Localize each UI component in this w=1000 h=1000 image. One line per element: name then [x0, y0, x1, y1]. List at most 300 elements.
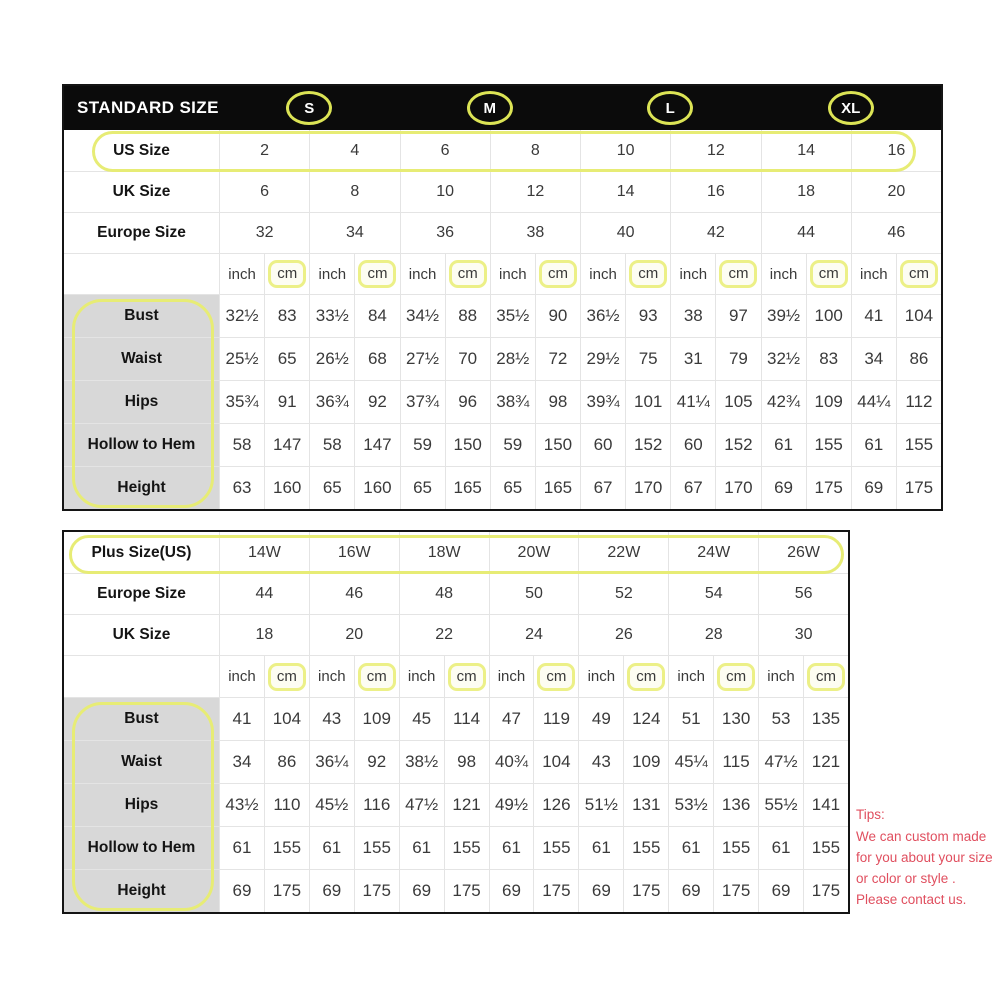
measure-value-cell: 109: [806, 381, 851, 423]
size-group: [400, 86, 581, 130]
measure-value-cell: 147: [354, 424, 399, 466]
tips-line: or color or style .: [856, 871, 956, 886]
measure-value-cell: 32½: [219, 295, 264, 337]
size-row-label: Europe Size: [97, 585, 186, 602]
unit-cell: [533, 656, 578, 697]
size-value-cell: 2: [219, 130, 309, 171]
cm-unit-highlight: cm: [629, 260, 667, 288]
size-value-cell: 10: [400, 172, 490, 212]
size-bubble-l: L: [647, 91, 693, 125]
unit-cell: [578, 656, 623, 697]
measure-row: [64, 294, 941, 337]
measure-value-cell: 175: [713, 870, 758, 912]
measure-row-label: Bust: [64, 295, 219, 337]
measure-value-cell: 69: [219, 870, 264, 912]
unit-cell: [354, 254, 399, 294]
measure-value-cell: 147: [264, 424, 309, 466]
measure-value-cell: 37¾: [400, 381, 445, 423]
unit-cell: [400, 254, 445, 294]
tips-note: [856, 804, 1000, 910]
size-value-cell: 44: [761, 213, 851, 253]
size-value-cell: 16W: [309, 532, 399, 573]
measure-value-cell: 35½: [490, 295, 535, 337]
size-value-cell: 42: [670, 213, 760, 253]
cm-unit-highlight: cm: [449, 260, 487, 288]
size-row: [64, 573, 848, 614]
measure-value-cell: 38½: [399, 741, 444, 783]
measure-value-cell: 47: [489, 698, 534, 740]
size-value-cell: 30: [758, 615, 848, 655]
measure-value-cell: 152: [625, 424, 670, 466]
size-value-cell: 26: [578, 615, 668, 655]
measure-value-cell: 29½: [580, 338, 625, 380]
size-value-cell: 50: [489, 574, 579, 614]
measure-value-cell: 121: [803, 741, 848, 783]
measure-value-cell: 165: [535, 467, 580, 509]
size-value-cell: 46: [309, 574, 399, 614]
measure-value-cell: 61: [851, 424, 896, 466]
size-value-cell: 14W: [219, 532, 309, 573]
measure-value-cell: 69: [578, 870, 623, 912]
size-row-label: UK Size: [112, 183, 171, 200]
measure-value-cell: 92: [354, 741, 399, 783]
tips-lines: [856, 826, 1000, 910]
size-value-cell: 16: [670, 172, 760, 212]
inch-unit: inch: [228, 668, 256, 685]
measure-value-cell: 135: [803, 698, 848, 740]
measure-row: [64, 423, 941, 466]
measure-value-cell: 152: [715, 424, 760, 466]
unit-cell: [803, 656, 848, 697]
measure-value-cell: 104: [533, 741, 578, 783]
measure-value-cell: 83: [264, 295, 309, 337]
measure-value-cell: 61: [761, 424, 806, 466]
size-value-cell: 24: [489, 615, 579, 655]
measure-value-cell: 28½: [490, 338, 535, 380]
measure-value-cell: 69: [309, 870, 354, 912]
measure-value-cell: 65: [490, 467, 535, 509]
measure-value-cell: 165: [445, 467, 490, 509]
measure-value-cell: 175: [264, 870, 309, 912]
measure-value-cell: 170: [715, 467, 760, 509]
measure-row: [64, 869, 848, 912]
cm-unit-highlight: cm: [717, 663, 755, 691]
standard-size-rows: [64, 130, 941, 509]
measure-value-cell: 61: [668, 827, 713, 869]
measure-value-cell: 121: [444, 784, 489, 826]
measure-row-label: Height: [64, 870, 219, 912]
measure-value-cell: 61: [399, 827, 444, 869]
unit-row-label: [64, 254, 219, 294]
size-value-cell: 8: [490, 130, 580, 171]
unit-row: [64, 253, 941, 294]
measure-value-cell: 119: [533, 698, 578, 740]
unit-cell: [489, 656, 534, 697]
measure-value-cell: 86: [264, 741, 309, 783]
unit-cell: [309, 254, 354, 294]
measure-value-cell: 69: [758, 870, 803, 912]
measure-value-cell: 47½: [758, 741, 803, 783]
measure-value-cell: 26½: [309, 338, 354, 380]
measure-value-cell: 86: [896, 338, 941, 380]
tips-line: for you about your size: [856, 850, 993, 865]
measure-value-cell: 170: [625, 467, 670, 509]
measure-value-cell: 51: [668, 698, 713, 740]
measure-value-cell: 45: [399, 698, 444, 740]
measure-value-cell: 72: [535, 338, 580, 380]
measure-value-cell: 59: [400, 424, 445, 466]
measure-value-cell: 93: [625, 295, 670, 337]
measure-value-cell: 84: [354, 295, 399, 337]
measure-value-cell: 36¼: [309, 741, 354, 783]
measure-value-cell: 41: [219, 698, 264, 740]
measure-value-cell: 32½: [761, 338, 806, 380]
measure-value-cell: 68: [354, 338, 399, 380]
size-bubble-m: M: [467, 91, 513, 125]
measure-value-cell: 34: [851, 338, 896, 380]
size-bubble-s: S: [286, 91, 332, 125]
unit-cell: [444, 656, 489, 697]
measure-value-cell: 155: [803, 827, 848, 869]
cm-unit-highlight: cm: [807, 663, 845, 691]
inch-unit: inch: [499, 265, 527, 283]
size-value-cell: 16: [851, 130, 941, 171]
size-group: [761, 86, 942, 130]
measure-row-label: Bust: [64, 698, 219, 740]
measure-value-cell: 155: [354, 827, 399, 869]
measure-value-cell: 63: [219, 467, 264, 509]
size-value-cell: 44: [219, 574, 309, 614]
measure-value-cell: 112: [896, 381, 941, 423]
measure-value-cell: 114: [444, 698, 489, 740]
measure-value-cell: 98: [444, 741, 489, 783]
measure-value-cell: 70: [445, 338, 490, 380]
measure-row-label: Hollow to Hem: [64, 827, 219, 869]
cm-unit-highlight: cm: [268, 260, 306, 288]
cm-unit-highlight: cm: [810, 260, 848, 288]
measure-value-cell: 175: [444, 870, 489, 912]
measure-value-cell: 33½: [309, 295, 354, 337]
size-value-cell: 24W: [668, 532, 758, 573]
measure-value-cell: 61: [578, 827, 623, 869]
cm-unit-highlight: cm: [900, 260, 938, 288]
unit-cell: [264, 656, 309, 697]
measure-value-cell: 92: [354, 381, 399, 423]
unit-cell: [761, 254, 806, 294]
measure-value-cell: 175: [354, 870, 399, 912]
unit-cell: [758, 656, 803, 697]
measure-value-cell: 43½: [219, 784, 264, 826]
size-value-cell: 6: [400, 130, 490, 171]
size-row-label: Plus Size(US): [91, 543, 192, 561]
measure-value-cell: 155: [713, 827, 758, 869]
tips-title: Tips:: [856, 807, 885, 822]
measure-value-cell: 75: [625, 338, 670, 380]
unit-row-label: [64, 656, 219, 697]
measure-value-cell: 155: [264, 827, 309, 869]
size-value-cell: 40: [580, 213, 670, 253]
measure-value-cell: 41¼: [670, 381, 715, 423]
size-row-label: UK Size: [112, 626, 171, 643]
unit-cell: [399, 656, 444, 697]
measure-value-cell: 61: [219, 827, 264, 869]
size-value-cell: 20W: [489, 532, 579, 573]
size-value-cell: 20: [851, 172, 941, 212]
measure-value-cell: 43: [309, 698, 354, 740]
inch-unit: inch: [767, 668, 795, 685]
cm-unit-highlight: cm: [358, 260, 396, 288]
unit-cell: [623, 656, 668, 697]
inch-unit: inch: [860, 265, 888, 283]
cm-unit-highlight: cm: [539, 260, 577, 288]
measure-row-label: Waist: [64, 741, 219, 783]
size-value-cell: 38: [490, 213, 580, 253]
standard-size-title: STANDARD SIZE: [77, 98, 219, 117]
unit-cell: [896, 254, 941, 294]
size-row-label: US Size: [113, 141, 170, 159]
measure-value-cell: 65: [400, 467, 445, 509]
cm-unit-highlight: cm: [719, 260, 757, 288]
cm-unit-highlight: cm: [627, 663, 665, 691]
measure-value-cell: 126: [533, 784, 578, 826]
measure-value-cell: 59: [490, 424, 535, 466]
measure-value-cell: 53: [758, 698, 803, 740]
measure-value-cell: 45¼: [668, 741, 713, 783]
measure-value-cell: 175: [623, 870, 668, 912]
size-value-cell: 34: [309, 213, 399, 253]
measure-row: [64, 466, 941, 509]
measure-value-cell: 155: [806, 424, 851, 466]
measure-value-cell: 58: [309, 424, 354, 466]
size-row: [64, 130, 941, 171]
measure-value-cell: 175: [806, 467, 851, 509]
unit-cell: [715, 254, 760, 294]
size-value-cell: 14: [761, 130, 851, 171]
size-group-bubbles: [219, 86, 941, 130]
measure-value-cell: 34: [219, 741, 264, 783]
measure-value-cell: 58: [219, 424, 264, 466]
measure-row-label: Hips: [64, 381, 219, 423]
measure-row: [64, 697, 848, 740]
size-value-cell: 28: [668, 615, 758, 655]
measure-value-cell: 97: [715, 295, 760, 337]
unit-cell: [219, 656, 264, 697]
measure-value-cell: 60: [670, 424, 715, 466]
measure-value-cell: 39½: [761, 295, 806, 337]
measure-value-cell: 90: [535, 295, 580, 337]
size-row: [64, 614, 848, 655]
measure-row: [64, 380, 941, 423]
measure-value-cell: 136: [713, 784, 758, 826]
measure-value-cell: 55½: [758, 784, 803, 826]
size-value-cell: 12: [670, 130, 760, 171]
measure-value-cell: 104: [264, 698, 309, 740]
unit-cell: [535, 254, 580, 294]
inch-unit: inch: [677, 668, 705, 685]
measure-value-cell: 60: [580, 424, 625, 466]
measure-value-cell: 35¾: [219, 381, 264, 423]
measure-value-cell: 109: [354, 698, 399, 740]
unit-row: [64, 655, 848, 697]
measure-value-cell: 98: [535, 381, 580, 423]
unit-cell: [668, 656, 713, 697]
unit-cell: [806, 254, 851, 294]
unit-cell: [625, 254, 670, 294]
measure-value-cell: 61: [309, 827, 354, 869]
cm-unit-highlight: cm: [448, 663, 486, 691]
inch-unit: inch: [589, 265, 617, 283]
measure-row: [64, 740, 848, 783]
measure-value-cell: 96: [445, 381, 490, 423]
measure-value-cell: 160: [354, 467, 399, 509]
size-value-cell: 4: [309, 130, 399, 171]
measure-value-cell: 44¼: [851, 381, 896, 423]
measure-value-cell: 155: [623, 827, 668, 869]
measure-value-cell: 45½: [309, 784, 354, 826]
unit-cell: [354, 656, 399, 697]
measure-value-cell: 53½: [668, 784, 713, 826]
size-group: [219, 86, 400, 130]
measure-value-cell: 175: [803, 870, 848, 912]
measure-value-cell: 67: [580, 467, 625, 509]
cm-unit-highlight: cm: [268, 663, 306, 691]
size-row: [64, 212, 941, 253]
size-value-cell: 22W: [578, 532, 668, 573]
inch-unit: inch: [769, 265, 798, 283]
measure-value-cell: 47½: [399, 784, 444, 826]
measure-value-cell: 42¾: [761, 381, 806, 423]
measure-value-cell: 105: [715, 381, 760, 423]
size-value-cell: 10: [580, 130, 670, 171]
measure-value-cell: 150: [445, 424, 490, 466]
measure-value-cell: 39¾: [580, 381, 625, 423]
measure-value-cell: 69: [851, 467, 896, 509]
measure-value-cell: 34½: [400, 295, 445, 337]
measure-value-cell: 25½: [219, 338, 264, 380]
size-row-label: Europe Size: [97, 224, 186, 241]
measure-value-cell: 49: [578, 698, 623, 740]
standard-size-header-bar: [64, 86, 941, 130]
size-value-cell: 54: [668, 574, 758, 614]
size-value-cell: 6: [219, 172, 309, 212]
size-row: [64, 532, 848, 573]
measure-value-cell: 155: [444, 827, 489, 869]
size-value-cell: 52: [578, 574, 668, 614]
unit-cell: [219, 254, 264, 294]
size-value-cell: 48: [399, 574, 489, 614]
unit-cell: [445, 254, 490, 294]
measure-value-cell: 41: [851, 295, 896, 337]
unit-cell: [670, 254, 715, 294]
measure-value-cell: 61: [489, 827, 534, 869]
measure-value-cell: 49½: [489, 784, 534, 826]
size-value-cell: 56: [758, 574, 848, 614]
inch-unit: inch: [408, 265, 437, 283]
measure-value-cell: 38: [670, 295, 715, 337]
plus-size-table: [62, 530, 850, 914]
measure-row: [64, 783, 848, 826]
measure-value-cell: 31: [670, 338, 715, 380]
standard-size-table: [62, 84, 943, 511]
measure-value-cell: 36¾: [309, 381, 354, 423]
measure-value-cell: 38¾: [490, 381, 535, 423]
measure-value-cell: 115: [713, 741, 758, 783]
unit-cell: [713, 656, 758, 697]
size-value-cell: 22: [399, 615, 489, 655]
size-row: [64, 171, 941, 212]
size-bubble-xl: XL: [828, 91, 874, 125]
size-group: [580, 86, 761, 130]
measure-value-cell: 65: [309, 467, 354, 509]
measure-value-cell: 155: [896, 424, 941, 466]
inch-unit: inch: [407, 668, 436, 685]
inch-unit: inch: [679, 265, 708, 283]
measure-value-cell: 131: [623, 784, 668, 826]
unit-cell: [264, 254, 309, 294]
measure-value-cell: 91: [264, 381, 309, 423]
measure-value-cell: 175: [896, 467, 941, 509]
size-value-cell: 36: [400, 213, 490, 253]
measure-value-cell: 104: [896, 295, 941, 337]
measure-row: [64, 337, 941, 380]
measure-row: [64, 826, 848, 869]
size-value-cell: 26W: [758, 532, 848, 573]
measure-value-cell: 110: [264, 784, 309, 826]
measure-value-cell: 109: [623, 741, 668, 783]
size-value-cell: 8: [309, 172, 399, 212]
measure-value-cell: 124: [623, 698, 668, 740]
measure-value-cell: 69: [761, 467, 806, 509]
measure-value-cell: 69: [399, 870, 444, 912]
unit-cell: [580, 254, 625, 294]
plus-size-rows: [64, 532, 848, 912]
measure-value-cell: 116: [354, 784, 399, 826]
inch-unit: inch: [318, 265, 347, 283]
measure-value-cell: 65: [264, 338, 309, 380]
size-value-cell: 18W: [399, 532, 489, 573]
inch-unit: inch: [228, 265, 256, 283]
measure-value-cell: 100: [806, 295, 851, 337]
measure-value-cell: 36½: [580, 295, 625, 337]
measure-value-cell: 43: [578, 741, 623, 783]
measure-value-cell: 155: [533, 827, 578, 869]
measure-value-cell: 79: [715, 338, 760, 380]
measure-value-cell: 69: [489, 870, 534, 912]
measure-value-cell: 88: [445, 295, 490, 337]
tips-line: Please contact us.: [856, 892, 967, 907]
unit-cell: [851, 254, 896, 294]
measure-row-label: Waist: [64, 338, 219, 380]
measure-value-cell: 83: [806, 338, 851, 380]
measure-value-cell: 160: [264, 467, 309, 509]
measure-value-cell: 175: [533, 870, 578, 912]
cm-unit-highlight: cm: [358, 663, 396, 691]
size-value-cell: 14: [580, 172, 670, 212]
size-value-cell: 18: [219, 615, 309, 655]
measure-row-label: Hollow to Hem: [64, 424, 219, 466]
measure-value-cell: 61: [758, 827, 803, 869]
unit-cell: [490, 254, 535, 294]
cm-unit-highlight: cm: [537, 663, 575, 691]
tips-line: We can custom made: [856, 829, 987, 844]
measure-value-cell: 51½: [578, 784, 623, 826]
measure-row-label: Hips: [64, 784, 219, 826]
size-value-cell: 46: [851, 213, 941, 253]
unit-cell: [309, 656, 354, 697]
measure-value-cell: 101: [625, 381, 670, 423]
measure-value-cell: 150: [535, 424, 580, 466]
size-value-cell: 32: [219, 213, 309, 253]
